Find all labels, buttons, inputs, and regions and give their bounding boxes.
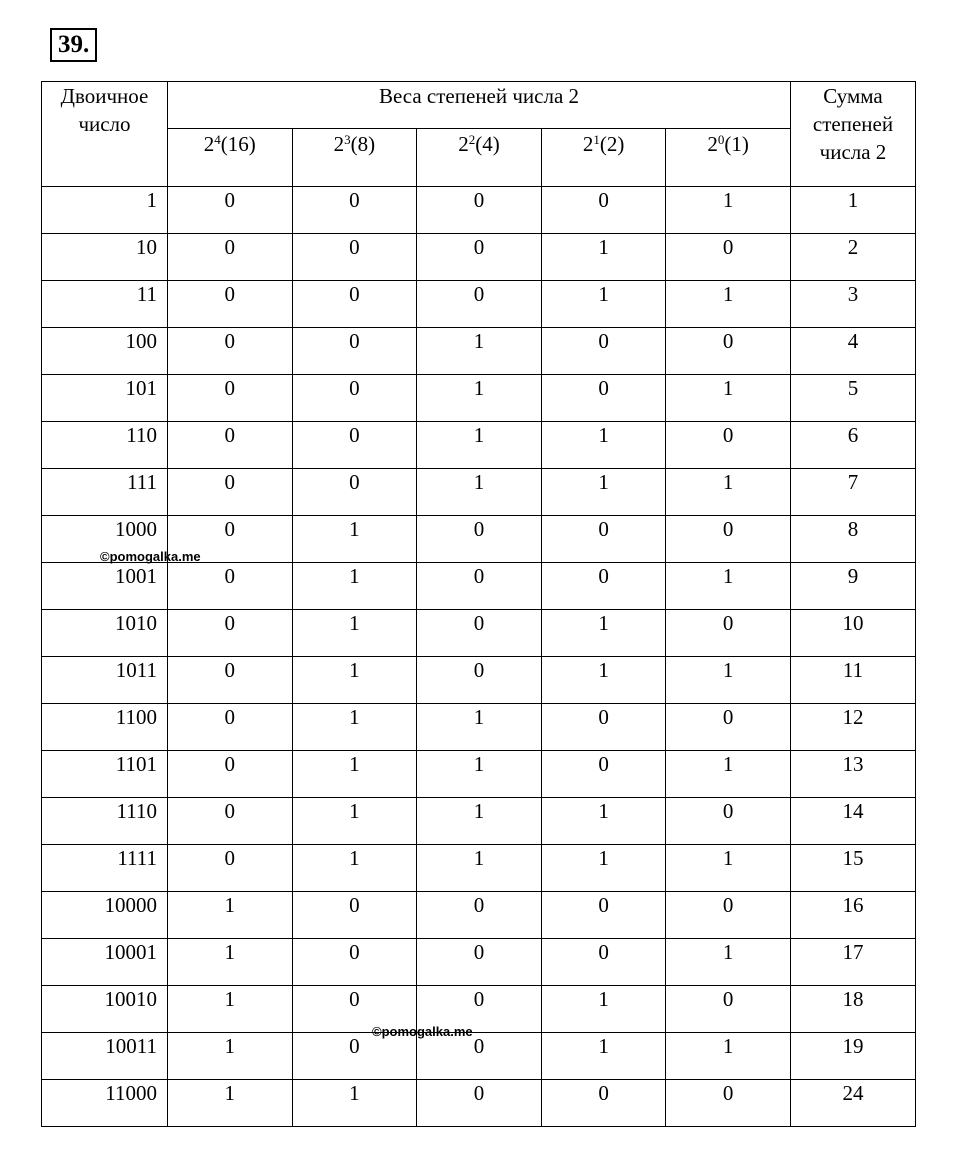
bit-cell: 0 (168, 234, 293, 281)
bit-cell: 0 (168, 798, 293, 845)
binary-number-cell: 10000 (42, 892, 168, 939)
binary-number-cell: 1011 (42, 657, 168, 704)
bit-cell: 0 (417, 657, 542, 704)
task-number (50, 28, 97, 62)
bit-cell: 1 (292, 657, 417, 704)
binary-number-cell: 10011 (42, 1033, 168, 1080)
binary-number-cell: 10001 (42, 939, 168, 986)
bit-cell: 0 (541, 516, 666, 563)
bit-cell: 0 (292, 422, 417, 469)
task-number-dot: . (83, 31, 90, 58)
bit-cell: 1 (417, 469, 542, 516)
bit-cell: 1 (417, 328, 542, 375)
table-row (42, 1033, 916, 1080)
bit-cell: 0 (168, 187, 293, 234)
sum-cell: 24 (790, 1080, 915, 1127)
bit-cell: 0 (292, 1033, 417, 1080)
table-row (42, 892, 916, 939)
bit-cell: 0 (541, 328, 666, 375)
bit-cell: 1 (541, 610, 666, 657)
binary-number-cell: 101 (42, 375, 168, 422)
header-power-3 (292, 129, 417, 187)
bit-cell: 0 (292, 892, 417, 939)
table-row (42, 1080, 916, 1127)
bit-cell: 0 (666, 422, 791, 469)
bit-cell: 0 (292, 234, 417, 281)
table-row (42, 704, 916, 751)
bit-cell: 0 (168, 657, 293, 704)
header-sum: Сумма степеней числа 2 (790, 82, 915, 187)
bit-cell: 0 (666, 798, 791, 845)
binary-number-cell: 1 (42, 187, 168, 234)
bit-cell: 1 (292, 751, 417, 798)
bit-cell: 0 (666, 234, 791, 281)
task-number-value: 39 (58, 31, 83, 58)
table-body (42, 187, 916, 1127)
bit-cell: 0 (417, 234, 542, 281)
bit-cell: 0 (292, 281, 417, 328)
bit-cell: 0 (168, 328, 293, 375)
bit-cell: 1 (666, 281, 791, 328)
bit-cell: 0 (541, 704, 666, 751)
bit-cell: 0 (168, 751, 293, 798)
power-exponent: 1 (593, 132, 600, 147)
table-row (42, 187, 916, 234)
power-value: (16) (220, 132, 256, 156)
binary-number-cell: 11000 (42, 1080, 168, 1127)
sum-cell: 8 (790, 516, 915, 563)
bit-cell: 0 (168, 610, 293, 657)
bit-cell: 1 (666, 657, 791, 704)
bit-cell: 0 (292, 469, 417, 516)
sum-cell: 7 (790, 469, 915, 516)
bit-cell: 0 (292, 939, 417, 986)
bit-cell: 1 (417, 704, 542, 751)
bit-cell: 1 (666, 845, 791, 892)
table-row (42, 845, 916, 892)
bit-cell: 0 (417, 1080, 542, 1127)
bit-cell: 1 (541, 798, 666, 845)
sum-cell: 19 (790, 1033, 915, 1080)
power-base: 2 (582, 132, 594, 156)
bit-cell: 0 (417, 187, 542, 234)
bit-cell: 1 (292, 845, 417, 892)
sum-cell: 12 (790, 704, 915, 751)
bit-cell: 0 (292, 187, 417, 234)
bit-cell: 0 (541, 939, 666, 986)
bit-cell: 1 (666, 939, 791, 986)
table-row (42, 798, 916, 845)
bit-cell: 1 (168, 986, 293, 1033)
binary-number-cell: 10010 (42, 986, 168, 1033)
bit-cell: 1 (417, 422, 542, 469)
power-exponent: 2 (468, 132, 476, 147)
bit-cell: 0 (541, 1080, 666, 1127)
bit-cell: 1 (541, 422, 666, 469)
binary-powers-table (41, 81, 916, 1127)
sum-cell: 14 (790, 798, 915, 845)
sum-cell: 16 (790, 892, 915, 939)
bit-cell: 0 (666, 892, 791, 939)
sum-cell: 6 (790, 422, 915, 469)
bit-cell: 1 (541, 1033, 666, 1080)
table-row (42, 375, 916, 422)
table-row (42, 563, 916, 610)
bit-cell: 1 (666, 469, 791, 516)
power-exponent: 4 (214, 132, 221, 147)
sum-cell: 17 (790, 939, 915, 986)
table-row (42, 422, 916, 469)
bit-cell: 1 (168, 892, 293, 939)
bit-cell: 1 (666, 563, 791, 610)
bit-cell: 1 (292, 610, 417, 657)
bit-cell: 0 (417, 1033, 542, 1080)
bit-cell: 0 (168, 516, 293, 563)
table-row (42, 281, 916, 328)
bit-cell: 0 (666, 704, 791, 751)
binary-number-cell: 1111 (42, 845, 168, 892)
bit-cell: 0 (168, 281, 293, 328)
sum-cell: 15 (790, 845, 915, 892)
bit-cell: 0 (168, 422, 293, 469)
header-power-1 (541, 129, 666, 187)
binary-number-cell: 1010 (42, 610, 168, 657)
power-base: 2 (458, 132, 469, 156)
bit-cell: 0 (541, 187, 666, 234)
binary-number-cell: 1110 (42, 798, 168, 845)
bit-cell: 1 (292, 704, 417, 751)
bit-cell: 1 (168, 939, 293, 986)
bit-cell: 0 (541, 563, 666, 610)
binary-number-cell: 10 (42, 234, 168, 281)
power-base: 2 (707, 132, 718, 156)
sum-cell: 1 (790, 187, 915, 234)
bit-cell: 0 (417, 986, 542, 1033)
bit-cell: 1 (541, 234, 666, 281)
bit-cell: 1 (541, 469, 666, 516)
table-row (42, 986, 916, 1033)
bit-cell: 0 (168, 845, 293, 892)
bit-cell: 0 (168, 375, 293, 422)
bit-cell: 1 (666, 375, 791, 422)
bit-cell: 0 (292, 375, 417, 422)
header-power-0 (666, 129, 791, 187)
header-weights: Веса степеней числа 2 (168, 82, 791, 129)
header-power-4 (168, 129, 293, 187)
power-value: (8) (350, 132, 376, 156)
bit-cell: 1 (168, 1080, 293, 1127)
bit-cell: 1 (292, 798, 417, 845)
bit-cell: 0 (417, 281, 542, 328)
bit-cell: 0 (417, 892, 542, 939)
bit-cell: 0 (541, 751, 666, 798)
bit-cell: 0 (666, 610, 791, 657)
bit-cell: 0 (417, 563, 542, 610)
table-row (42, 657, 916, 704)
bit-cell: 0 (417, 516, 542, 563)
bit-cell: 1 (541, 281, 666, 328)
watermark-1: ©pomogalka.me (100, 549, 201, 564)
power-value: (2) (599, 132, 625, 156)
power-base: 2 (333, 132, 345, 156)
bit-cell: 0 (292, 328, 417, 375)
table-row (42, 469, 916, 516)
table-row (42, 610, 916, 657)
bit-cell: 0 (541, 375, 666, 422)
powers-header-row (42, 129, 916, 187)
table-row (42, 234, 916, 281)
sum-cell: 18 (790, 986, 915, 1033)
binary-number-cell: 111 (42, 469, 168, 516)
power-value: (1) (724, 132, 749, 156)
binary-number-cell: 1000 (42, 516, 168, 563)
sum-cell: 2 (790, 234, 915, 281)
binary-number-cell: 11 (42, 281, 168, 328)
sum-cell: 9 (790, 563, 915, 610)
bit-cell: 0 (666, 516, 791, 563)
binary-number-cell: 1100 (42, 704, 168, 751)
sum-cell: 4 (790, 328, 915, 375)
bit-cell: 1 (417, 375, 542, 422)
bit-cell: 0 (541, 892, 666, 939)
binary-number-cell: 110 (42, 422, 168, 469)
bit-cell: 1 (168, 1033, 293, 1080)
sum-cell: 13 (790, 751, 915, 798)
bit-cell: 0 (292, 986, 417, 1033)
table-row (42, 939, 916, 986)
power-base: 2 (203, 132, 215, 156)
bit-cell: 1 (292, 516, 417, 563)
sum-cell: 3 (790, 281, 915, 328)
sum-cell: 11 (790, 657, 915, 704)
bit-cell: 0 (168, 563, 293, 610)
power-value: (4) (475, 132, 500, 156)
bit-cell: 0 (417, 610, 542, 657)
bit-cell: 0 (168, 704, 293, 751)
power-exponent: 3 (344, 132, 351, 147)
bit-cell: 1 (541, 657, 666, 704)
bit-cell: 1 (417, 751, 542, 798)
bit-cell: 1 (666, 751, 791, 798)
binary-number-cell: 1001 (42, 563, 168, 610)
binary-number-cell: 1101 (42, 751, 168, 798)
sum-cell: 5 (790, 375, 915, 422)
sum-cell: 10 (790, 610, 915, 657)
bit-cell: 0 (666, 1080, 791, 1127)
binary-number-cell: 100 (42, 328, 168, 375)
power-exponent: 0 (717, 132, 725, 147)
bit-cell: 1 (541, 845, 666, 892)
header-power-2 (417, 129, 542, 187)
bit-cell: 0 (168, 469, 293, 516)
bit-cell: 1 (666, 1033, 791, 1080)
bit-cell: 0 (417, 939, 542, 986)
bit-cell: 0 (666, 986, 791, 1033)
table-row (42, 751, 916, 798)
bit-cell: 1 (417, 845, 542, 892)
table-row (42, 328, 916, 375)
bit-cell: 1 (417, 798, 542, 845)
watermark-2: ©pomogalka.me (372, 1024, 473, 1039)
bit-cell: 0 (666, 328, 791, 375)
header-binary-number: Двоичное число (42, 82, 168, 187)
bit-cell: 1 (666, 187, 791, 234)
bit-cell: 1 (541, 986, 666, 1033)
bit-cell: 1 (292, 563, 417, 610)
bit-cell: 1 (292, 1080, 417, 1127)
